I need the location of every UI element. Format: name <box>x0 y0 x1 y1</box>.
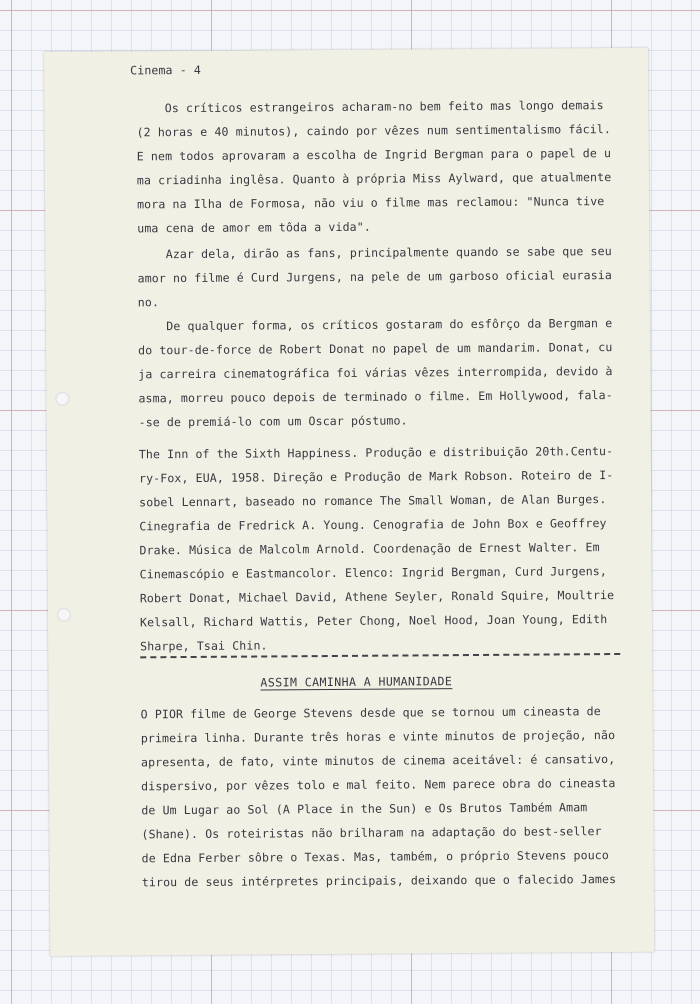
credits-line: Cinegrafia de Fredrick A. Young. Cenografia de John Box e Geoffrey <box>139 516 607 534</box>
text-line: do tour-de-force de Robert Donat no papel de um mandarim. Donat, cu <box>138 340 613 358</box>
text-line: O PIOR filme de George Stevens desde que se tornou um cineasta de <box>140 704 601 722</box>
credits-line: Robert Donat, Michael David, Athene Seyler, Ronald Squire, Moultrie <box>139 588 615 606</box>
section-divider <box>140 653 620 658</box>
credits-line: The Inn of the Sixth Happiness. Produção e distribuição 20th.Centu- <box>138 444 614 462</box>
text-line: de Um Lugar ao Sol (A Place in the Sun) e Os Brutos Também Amam <box>141 800 588 818</box>
credits-line: sobel Lennart, baseado no romance The Small Woman, de Alan Burges. <box>139 492 607 510</box>
text-line: dispersivo, por vêzes tolo e mal feito. Nem parece obra do cineasta <box>141 776 616 794</box>
credits-line: Kelsall, Richard Wattis, Peter Chong, Noel Hood, Joan Young, Edith <box>139 612 608 630</box>
text-line: no. <box>137 295 160 310</box>
text-line: ja carreira cinematográfica foi várias vêzes interrompida, devido à <box>138 364 613 382</box>
text-line: uma cena de amor em tôda a vida". <box>137 219 371 236</box>
text-line: asma, morreu pouco depois de terminado o filme. Em Hollywood, fala- <box>138 388 613 406</box>
text-line: Os críticos estrangeiros acharam-no bem feito mas longo demais <box>136 98 604 116</box>
punch-hole <box>55 392 69 406</box>
text-line: ma criadinha inglêsa. Quanto à própria Miss Aylward, que atualmente <box>136 170 612 188</box>
text-line: amor no filme é Curd Jurgens, na pele de um garboso oficial eurasia <box>137 268 612 286</box>
text-line: -se de premiá-lo com um Oscar póstumo. <box>138 413 408 430</box>
credits-line: Drake. Música de Malcolm Arnold. Coordenação de Ernest Walter. Em <box>139 540 600 558</box>
text-line: E nem todos aprovaram a escolha de Ingrid Bergman para o papel de u <box>136 146 612 164</box>
punch-hole <box>57 608 71 622</box>
text-line: (Shane). Os roteiristas não brilharam na adaptação do best-seller <box>141 824 602 842</box>
section-title: ASSIM CAMINHA A HUMANIDADE <box>260 674 453 690</box>
credits-line: Sharpe, Tsai Chin. <box>140 638 268 654</box>
credits-line: Cinemascópio e Eastmancolor. Elenco: Ingrid Bergman, Curd Jurgens, <box>139 564 607 582</box>
text-line: de Edna Ferber sôbre o Texas. Mas, também, o próprio Stevens pouco <box>141 848 609 866</box>
text-line: apresenta, de fato, vinte minutos de cinema aceitável: é cansativo, <box>140 752 616 770</box>
text-line: primeira linha. Durante três horas e vinte minutos de projeção, não <box>140 728 616 746</box>
page-header: Cinema - 4 <box>130 62 201 78</box>
text-line: tirou de seus intérpretes principais, deixando que o falecido James <box>141 872 617 890</box>
text-line: (2 horas e 40 minutos), caindo por vêzes num sentimentalismo fácil. <box>136 122 611 140</box>
text-line: De qualquer forma, os críticos gostaram do esfôrço da Bergman e <box>137 316 613 334</box>
text-line: Azar dela, dirão as fans, principalmente quando se sabe que seu <box>137 244 612 262</box>
credits-line: ry-Fox, EUA, 1958. Direção e Produção de Mark Robson. Roteiro de I- <box>138 468 614 486</box>
text-line: mora na Ilha de Formosa, não viu o filme mas reclamou: "Nunca tive <box>137 194 605 212</box>
typewritten-page <box>44 48 654 956</box>
